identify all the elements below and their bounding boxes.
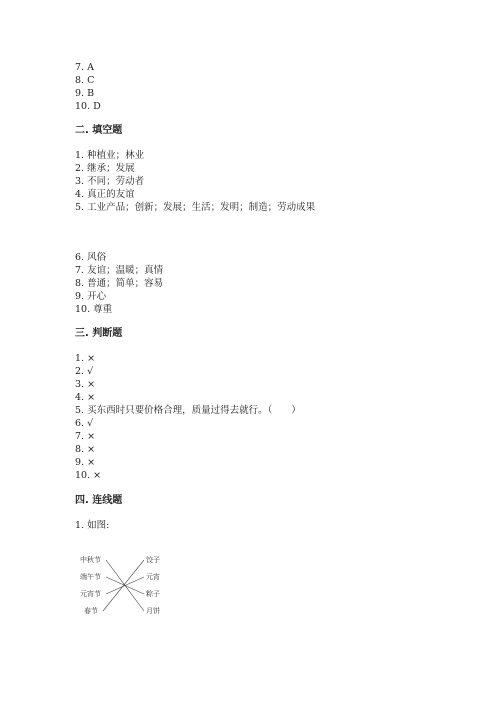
section-heading-judgment: 三. 判断题	[75, 328, 123, 339]
answer-line: 5. 买东西时只要价格合理，质量过得去就行。（ ）	[75, 405, 301, 416]
food-label: 元宵	[146, 573, 160, 581]
answer-line: 9. 开心	[75, 291, 107, 302]
answer-line: 3. ×	[75, 379, 96, 390]
answer-line: 9. ×	[75, 457, 96, 468]
answer-line: 2. √	[75, 366, 94, 377]
festival-label: 元宵节	[80, 590, 101, 598]
answer-line: 1. ×	[75, 353, 96, 364]
answer-line: 7. 友谊；温暖；真情	[75, 265, 164, 276]
food-label: 月饼	[146, 607, 160, 615]
festival-label: 端午节	[80, 573, 101, 581]
answer-line: 4. ×	[75, 392, 96, 403]
answer-line: 7. A	[75, 62, 94, 73]
food-label: 饺子	[146, 556, 160, 564]
answer-line: 10. ×	[75, 470, 102, 481]
answer-line: 4. 真正的友谊	[75, 189, 135, 200]
connector-line	[103, 560, 144, 611]
food-label: 粽子	[146, 590, 160, 598]
answer-line: 2. 继承；发展	[75, 163, 135, 174]
answer-line: 10. D	[75, 101, 101, 112]
section-heading-fill-in: 二. 填空题	[75, 125, 123, 136]
festival-label: 中秋节	[80, 556, 101, 564]
answer-line: 1. 种植业；林业	[75, 150, 145, 161]
answer-line: 6. 风俗	[75, 252, 107, 263]
answer-line: 5. 工业产品；创新；发展；生活；发明；制造；劳动成果	[75, 202, 316, 213]
answer-line: 3. 不同；劳动者	[75, 176, 145, 187]
section-heading-matching: 四. 连线题	[75, 495, 123, 506]
festival-label: 春节	[84, 607, 98, 615]
answer-line: 9. B	[75, 88, 95, 99]
answer-line: 6. √	[75, 418, 94, 429]
matching-diagram	[70, 550, 180, 620]
answer-line: 10. 尊重	[75, 304, 113, 315]
answer-line: 7. ×	[75, 431, 96, 442]
answer-line: 1. 如图:	[75, 520, 110, 531]
answer-line: 8. 普通；简单；容易	[75, 278, 164, 289]
answer-line: 8. C	[75, 75, 95, 86]
answer-line: 8. ×	[75, 444, 96, 455]
